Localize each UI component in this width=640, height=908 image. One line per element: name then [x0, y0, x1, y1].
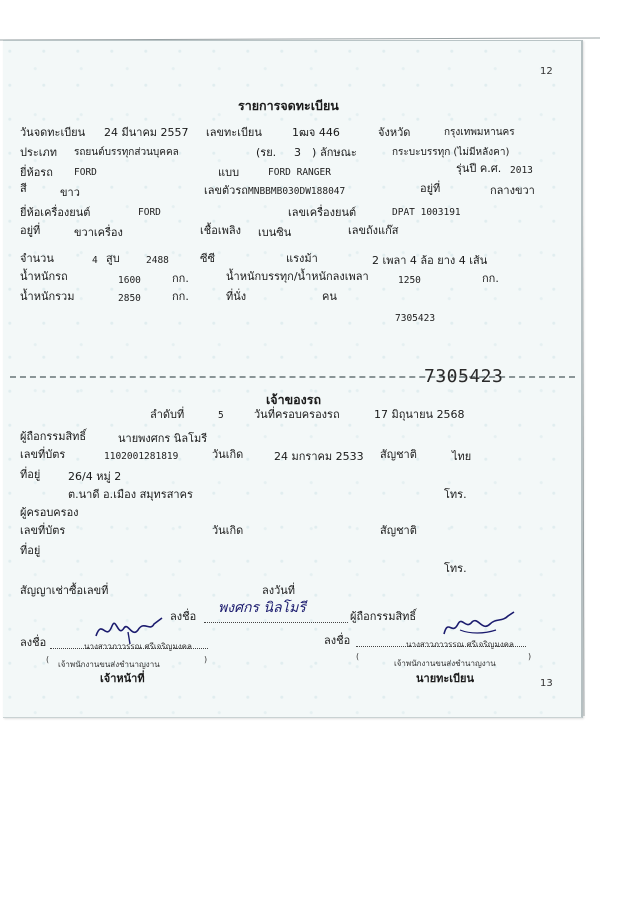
reg-date-value: 24 มีนาคม 2557 [104, 126, 189, 139]
engine-no-label: เลขเครื่องยนต์ [288, 206, 357, 219]
cc-value: 2488 [146, 255, 169, 266]
lease-no-label: สัญญาเช่าซื้อเลขที่ [20, 584, 109, 597]
make-label: ยี่ห้อรถ [20, 166, 53, 179]
registrar-sign-label: ลงชื่อ [324, 634, 351, 647]
registrar-role: นายทะเบียน [416, 672, 475, 685]
engine-loc-label: อยู่ที่ [20, 224, 41, 237]
province-label: จังหวัด [378, 126, 411, 139]
page-number-bottom: 13 [540, 678, 553, 689]
chassis-loc-value: กลางขวา [490, 184, 535, 197]
owner-id-value: 1102001281819 [104, 451, 179, 462]
occupant-id-label: เลขที่บัตร [20, 524, 66, 537]
reg-no-value: 1ฒจ 446 [292, 126, 340, 139]
weight-unit: กก. [172, 272, 189, 285]
owner-name-value: นายพงศกร นิลโมรี [118, 432, 208, 445]
perforation-number: 7305423 [424, 366, 504, 387]
characteristic-label: ลักษณะ [320, 146, 357, 159]
owner-sign-line [204, 622, 348, 623]
load-unit: กก. [482, 272, 499, 285]
model-value: FORD RANGER [268, 167, 331, 178]
officer-role: เจ้าหน้าที่ [100, 672, 145, 685]
lease-date-label: ลงวันที่ [262, 584, 296, 597]
axle-value: 2 เพลา 4 ล้อ ยาง 4 เส้น [372, 254, 488, 267]
reg-date-label: วันจดทะเบียน [20, 126, 86, 139]
cc-unit: ซีซี [200, 252, 215, 265]
cylinders-value: 4 [92, 255, 98, 266]
model-label: แบบ [218, 166, 240, 179]
owner-addr-label: ที่อยู่ [20, 468, 41, 481]
rz-close: ) [312, 146, 317, 159]
province-value: กรุงเทพมหานคร [444, 127, 515, 138]
weight-value: 1600 [118, 275, 141, 286]
occupant-dob-label: วันเกิด [212, 524, 244, 537]
page-number-top: 12 [540, 66, 553, 77]
possess-date-value: 17 มิถุนายน 2568 [374, 408, 465, 421]
fuel-value: เบนซิน [258, 226, 292, 239]
engine-make-value: FORD [138, 207, 161, 218]
total-weight-unit: กก. [172, 290, 189, 303]
chassis-loc-label: อยู่ที่ [420, 182, 441, 195]
reg-no-label: เลขทะเบียน [206, 126, 262, 139]
chassis-label: เลขตัวรถ [204, 184, 248, 197]
engine-no-value: DPAT 1003191 [392, 207, 461, 218]
owner-dob-value: 24 มกราคม 2533 [274, 450, 364, 463]
owner-title: เจ้าของรถ [266, 392, 322, 407]
rz-value: 3 [294, 146, 301, 159]
total-weight-label: น้ำหนักรวม [20, 290, 75, 303]
occupant-addr-label: ที่อยู่ [20, 544, 41, 557]
type-label: ประเภท [20, 146, 58, 159]
engine-make-label: ยี่ห้อเครื่องยนต์ [20, 206, 91, 219]
owner-addr-line2: ต.นาดี อ.เมือง สมุทรสาคร [68, 488, 193, 501]
engine-loc-value: ขวาเครื่อง [74, 226, 123, 239]
owner-nat-value: ไทย [452, 450, 472, 463]
seq-label: ลำดับที่ [150, 408, 185, 421]
occupant-tel-label: โทร. [444, 562, 467, 575]
cylinders-label: จำนวน [20, 252, 54, 265]
total-weight-value: 2850 [118, 293, 141, 304]
owner-role-label: ผู้ถือกรรมสิทธิ์ [350, 610, 417, 623]
owner-nat-label: สัญชาติ [380, 448, 417, 461]
color-value: ขาว [60, 186, 80, 199]
owner-signature: พงศกร นิลโมรี [218, 600, 306, 616]
load-value: 1250 [398, 275, 421, 286]
owner-name-label: ผู้ถือกรรมสิทธิ์ [20, 430, 87, 443]
seq-value: 5 [218, 410, 224, 421]
model-year-value: 2013 [510, 165, 533, 176]
characteristic-value: กระบะบรรทุก (ไม่มีหลังคา) [392, 147, 510, 158]
make-value: FORD [74, 167, 97, 178]
cylinders-unit: สูบ [106, 252, 120, 265]
color-label: สี [20, 182, 27, 195]
officer-sign-label: ลงชื่อ [20, 636, 47, 649]
owner-dob-label: วันเกิด [212, 448, 244, 461]
type-value: รถยนต์บรรทุกส่วนบุคคล [74, 147, 179, 158]
owner-tel-label: โทร. [444, 488, 467, 501]
horsepower-label: แรงม้า [286, 252, 318, 265]
fuel-label: เชื้อเพลิง [200, 224, 241, 237]
registrar-stamp-name: นางสาวภาวรรณ ศรีเจริญมงคล [406, 640, 514, 649]
owner-sign-label: ลงชื่อ [170, 610, 197, 623]
officer-stamp-title: เจ้าพนักงานขนส่งชำนาญงาน [58, 660, 160, 669]
load-label: น้ำหนักบรรทุก/น้ำหนักลงเพลา [226, 270, 369, 283]
weight-label: น้ำหนักรถ [20, 270, 68, 283]
officer-stamp-name: นางสาวภาวรรณ ศรีเจริญมงคล [84, 642, 192, 651]
occupant-label: ผู้ครอบครอง [20, 506, 79, 519]
rz-label: (รย. [256, 146, 277, 159]
registration-title: รายการจดทะเบียน [238, 98, 339, 113]
model-year-label: รุ่นปี ค.ศ. [456, 162, 502, 175]
possess-date-label: วันที่ครอบครองรถ [254, 408, 340, 421]
registrar-stamp-title: เจ้าพนักงานขนส่งชำนาญงาน [394, 659, 496, 668]
tank-label: เลขถังแก๊ส [348, 224, 399, 237]
owner-addr-line1: 26/4 หมู่ 2 [68, 470, 122, 483]
seats-unit: คน [322, 290, 337, 303]
document-number: 7305423 [395, 313, 436, 324]
chassis-value: MNBBMB030DW188047 [248, 186, 346, 197]
owner-id-label: เลขที่บัตร [20, 448, 66, 461]
seats-label: ที่นั่ง [226, 290, 247, 303]
occupant-nat-label: สัญชาติ [380, 524, 417, 537]
